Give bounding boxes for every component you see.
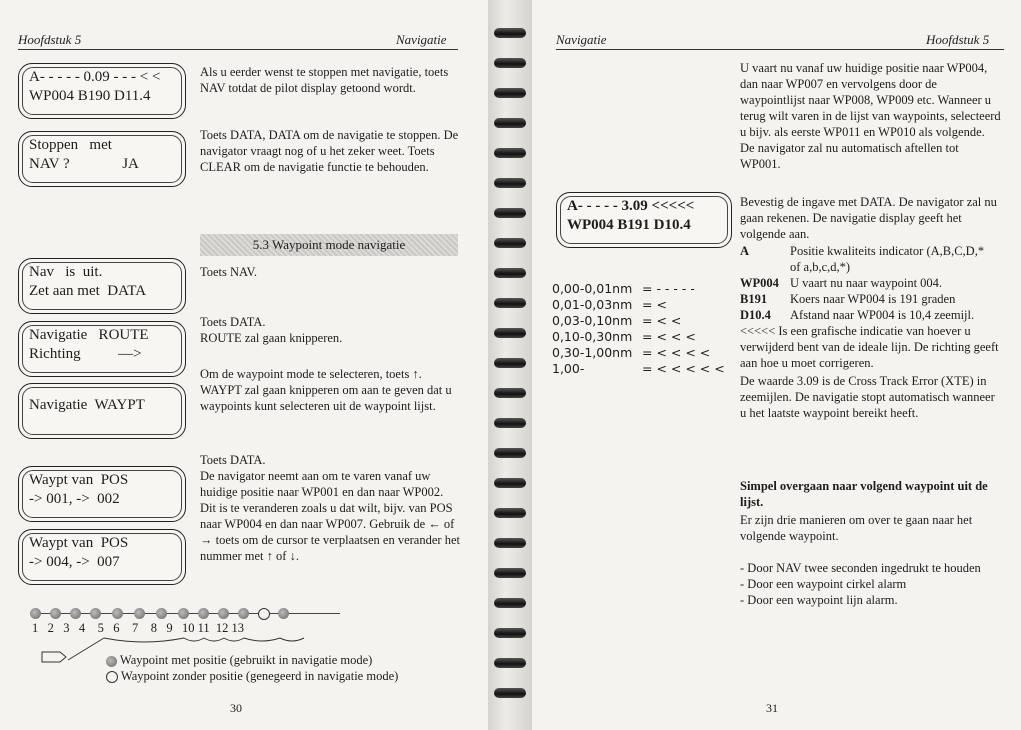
binding-coil (494, 88, 526, 98)
paragraph: Bevestig de ingave met DATA. De navigator zal nu gaan rekenen. De navigatie display geeft het volgende aan. (740, 195, 997, 241)
scale-marks: = < (642, 297, 667, 312)
def-row (740, 323, 1010, 371)
header-chapter: Hoofdstuk 5 (18, 32, 82, 47)
binding-coil (494, 388, 526, 398)
def-term: WP004 (740, 276, 779, 290)
waypoint-dot-icon (156, 608, 167, 619)
waypoint-dot-icon (30, 608, 41, 619)
lcd-line: Stoppen met (29, 137, 112, 153)
paragraph: De navigator neemt aan om te varen vanaf uw huidige positie naar WP001 en dan naar WP002. Dit is te veranderen zoals u dat wilt, bijv. van POS naar WP004 en dan naar WP007. Gebruik de ← of → toets om de cursor te verplaatsen en verander het nummer met ↑ of ↓. (200, 469, 460, 563)
legend-filled-label: Waypoint met positie (gebruikt in navigatie mode) (119, 653, 373, 667)
bullet-list (740, 560, 1002, 608)
binding-coil (494, 118, 526, 128)
legend (106, 652, 398, 684)
right-page (532, 0, 1021, 730)
scale-marks: = < < < < < (642, 361, 725, 376)
binding-coil (494, 448, 526, 458)
waypoint-dot-icon (218, 608, 229, 619)
paragraph: Toets DATA. (200, 315, 266, 329)
binding-coil (494, 28, 526, 38)
legend-empty-label: Waypoint zonder positie (genegeerd in navigatie mode) (120, 669, 399, 683)
waypoint-dot-icon (70, 608, 81, 619)
def-desc: U vaart nu naar waypoint 004. (790, 276, 943, 290)
scale-range: 0,00-0,01nm (552, 281, 633, 296)
scale-marks: = < < < (642, 329, 696, 344)
subsection-title: Simpel overgaan naar volgend waypoint uit de lijst. (740, 479, 988, 509)
binding-coil (494, 298, 526, 308)
lcd-line: A- - - - - 0.09 - - - < < (29, 69, 161, 85)
lcd-display-4 (18, 321, 186, 377)
paragraph: Er zijn drie manieren om over te gaan naar het volgende waypoint. (740, 513, 973, 543)
lcd-line: A- - - - - 3.09 <<<<< (567, 198, 695, 214)
waypoint-dot-icon (238, 608, 249, 619)
waypoint-dot-icon (134, 608, 145, 619)
scale-marks: = < < (642, 313, 682, 328)
header-section: Navigatie (396, 32, 447, 47)
paragraph: Om de waypoint mode te selecteren, toets ↑. WAYPT zal gaan knipperen om aan te geven dat u waypoints kunt selecteren uit de waypoint lijst. (200, 367, 452, 413)
binding-coil (494, 418, 526, 428)
binding-coil (494, 178, 526, 188)
lcd-line: Waypt van POS (29, 535, 129, 551)
lcd-display-xte (556, 192, 732, 248)
binding-coil (494, 58, 526, 68)
scale-marks: = - - - - - (642, 281, 695, 296)
binding-coil (494, 568, 526, 578)
binding-coil (494, 538, 526, 548)
header-chapter: Hoofdstuk 5 (926, 32, 990, 47)
left-page (0, 0, 488, 730)
lcd-line: NAV ? JA (29, 156, 139, 172)
binding-coil (494, 628, 526, 638)
lcd-display-7 (18, 529, 186, 585)
def-desc: Afstand naar WP004 is 10,4 zeemijl. (790, 308, 975, 322)
binding-coil (494, 658, 526, 668)
lcd-display-6 (18, 466, 186, 522)
paragraph: De waarde 3.09 is de Cross Track Error (XTE) in zeemijlen. De navigatie stopt automatisch wanneer u het laatste waypoint bereikt heeft. (740, 374, 995, 420)
scale-range: 0,10-0,30nm (552, 329, 633, 344)
section-title: 5.3 Waypoint mode navigatie (200, 234, 458, 256)
bullet-item: - Door NAV twee seconden ingedrukt te houden (740, 561, 981, 575)
lcd-line: Zet aan met DATA (29, 283, 147, 299)
binding-coil (494, 508, 526, 518)
paragraph: Toets DATA, DATA om de navigatie te stoppen. De navigator vraagt nog of u het zeker weet. Toets CLEAR om de navigatie functie te behouden. (200, 128, 459, 174)
lcd-display-3 (18, 258, 186, 314)
lcd-line: Waypt van POS (29, 472, 129, 488)
binding-coil (494, 238, 526, 248)
waypoint-numbers: 1 2 3 4 5 6 7 8 9 10 11 12 13 (32, 621, 245, 635)
waypoint-empty-icon (106, 671, 118, 683)
bullet-item: - Door een waypoint cirkel alarm (740, 577, 907, 591)
lcd-display-1 (18, 63, 186, 119)
binding-coil (494, 688, 526, 698)
paragraph: Als u eerder wenst te stoppen met navigatie, toets NAV totdat de pilot display getoond wordt. (200, 65, 449, 95)
waypoint-dot-icon (178, 608, 189, 619)
scale-range: 0,30-1,00nm (552, 345, 633, 360)
def-term: B191 (740, 292, 768, 306)
lcd-line: Navigatie WAYPT (29, 397, 145, 413)
paragraph: Toets NAV. (200, 265, 258, 279)
binding-coil (494, 208, 526, 218)
waypoint-dot-strip (30, 608, 350, 620)
scale-range: 0,01-0,03nm (552, 297, 633, 312)
def-desc: Is een grafische indicatie van hoever u verwijderd bent van de ideale lijn. De richting geeft aan hoe u moet corrigeren. (740, 324, 999, 370)
binding-coil (494, 598, 526, 608)
header-rule (18, 49, 458, 50)
scale-range: 1,00- (552, 361, 585, 376)
waypoint-dot-icon (90, 608, 101, 619)
waypoint-dot-icon (112, 608, 123, 619)
lcd-line: Nav is uit. (29, 264, 103, 280)
scale-marks: = < < < < (642, 345, 711, 360)
paragraph: Toets DATA. (200, 453, 266, 467)
binding-coil (494, 268, 526, 278)
def-term: A (740, 244, 750, 258)
def-term: D10.4 (740, 308, 771, 322)
paragraph: ROUTE zal gaan knipperen. (200, 331, 343, 345)
waypoint-dot-icon (50, 608, 61, 619)
spiral-binding (488, 0, 532, 730)
binding-coil (494, 358, 526, 368)
binding-coil (494, 148, 526, 158)
bullet-item: - Door een waypoint lijn alarm. (740, 593, 898, 607)
header-rule (556, 49, 1004, 50)
lcd-line: -> 004, -> 007 (29, 554, 120, 570)
waypoint-filled-icon (106, 656, 117, 667)
waypoint-dot-icon (198, 608, 209, 619)
lcd-display-2 (18, 131, 186, 187)
scale-range: 0,03-0,10nm (552, 313, 633, 328)
binding-coil (494, 478, 526, 488)
lcd-line: Navigatie ROUTE (29, 327, 149, 343)
def-desc: Koers naar WP004 is 191 graden (790, 292, 956, 306)
waypoint-dot-icon (278, 608, 289, 619)
lcd-line: WP004 B191 D10.4 (567, 217, 691, 233)
header-section: Navigatie (556, 32, 607, 47)
paragraph: U vaart nu vanaf uw huidige positie naar WP004, dan naar WP007 en vervolgens door de waypointlijst naar WP008, WP009 etc. Wanneer u terug wilt varen in de lijst van waypoints, selecteerd u bijv. als eerste WP011 en WP010 als volgende. De navigator zal nu automatisch aftellen tot WP001. (740, 61, 1001, 171)
page-number: 31 (766, 701, 778, 715)
def-term: <<<<< (740, 324, 776, 338)
binding-coil (494, 328, 526, 338)
lcd-line: WP004 B190 D11.4 (29, 88, 151, 104)
lcd-line: -> 001, -> 002 (29, 491, 120, 507)
page-number: 30 (230, 701, 242, 715)
lcd-display-5 (18, 383, 186, 439)
waypoint-empty-icon (258, 608, 270, 620)
lcd-line: Richting —> (29, 346, 142, 362)
def-desc: Positie kwaliteits indicator (A,B,C,D,* of a,b,c,d,*) (790, 244, 985, 274)
